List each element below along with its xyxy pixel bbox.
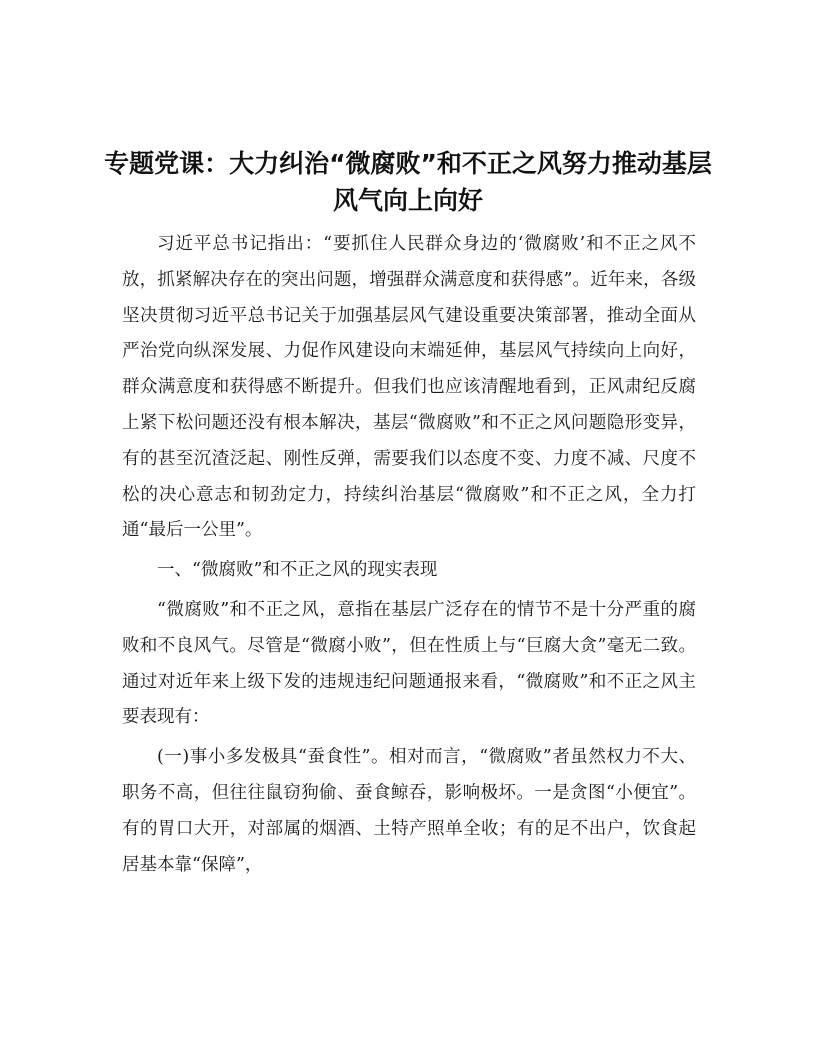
body-paragraph-intro: 习近平总书记指出：“要抓住人民群众身边的‘微腐败’和不正之风不放，抓紧解决存在的突出问题，增强群众满意度和获得感”。近年来，各级坚决贯彻习近平总书记关于加强基层风气建设重要决策部署，推动全面从严治党向纵深发展、力促作风建设向末端延伸，基层风气持续向上向好，群众满意度和获得感不断提升。但我们也应该清醒地看到，正风肃纪反腐上紧下松问题还没有根本解决，基层“微腐败”和不正之风问题隐形变异，有的甚至沉渣泛起、刚性反弹，需要我们以态度不变、力度不减、尺度不松的决心意志和韧劲定力，持续纠治基层“微腐败”和不正之风，全力打通“最后一公里”。 — [122, 234, 696, 541]
section-heading-1: 一、“微腐败”和不正之风的现实表现 — [157, 560, 438, 581]
document-body — [122, 227, 696, 883]
body-paragraph-subsection-1: (一)事小多发极具“蚕食性”。相对而言，“微腐败”者虽然权力不大、职务不高，但往往鼠窃狗偷、蚕食鲸吞，影响极坏。一是贪图“小便宜”。有的胃口大开，对部属的烟酒、土特产照单全收；有的足不出户，饮食起居基本靠“保障”， — [122, 747, 696, 875]
document-title: 专题党课：大力纠治“微腐败”和不正之风努力推动基层风气向上向好 — [104, 149, 712, 215]
body-paragraph-definition: “微腐败”和不正之风，意指在基层广泛存在的情节不是十分严重的腐败和不良风气。尽管是“微腐小败”，但在性质上与“巨腐大贪”毫无二致。通过对近年来上级下发的违规违纪问题通报来看，“微腐败”和不正之风主要表现有： — [122, 599, 696, 728]
